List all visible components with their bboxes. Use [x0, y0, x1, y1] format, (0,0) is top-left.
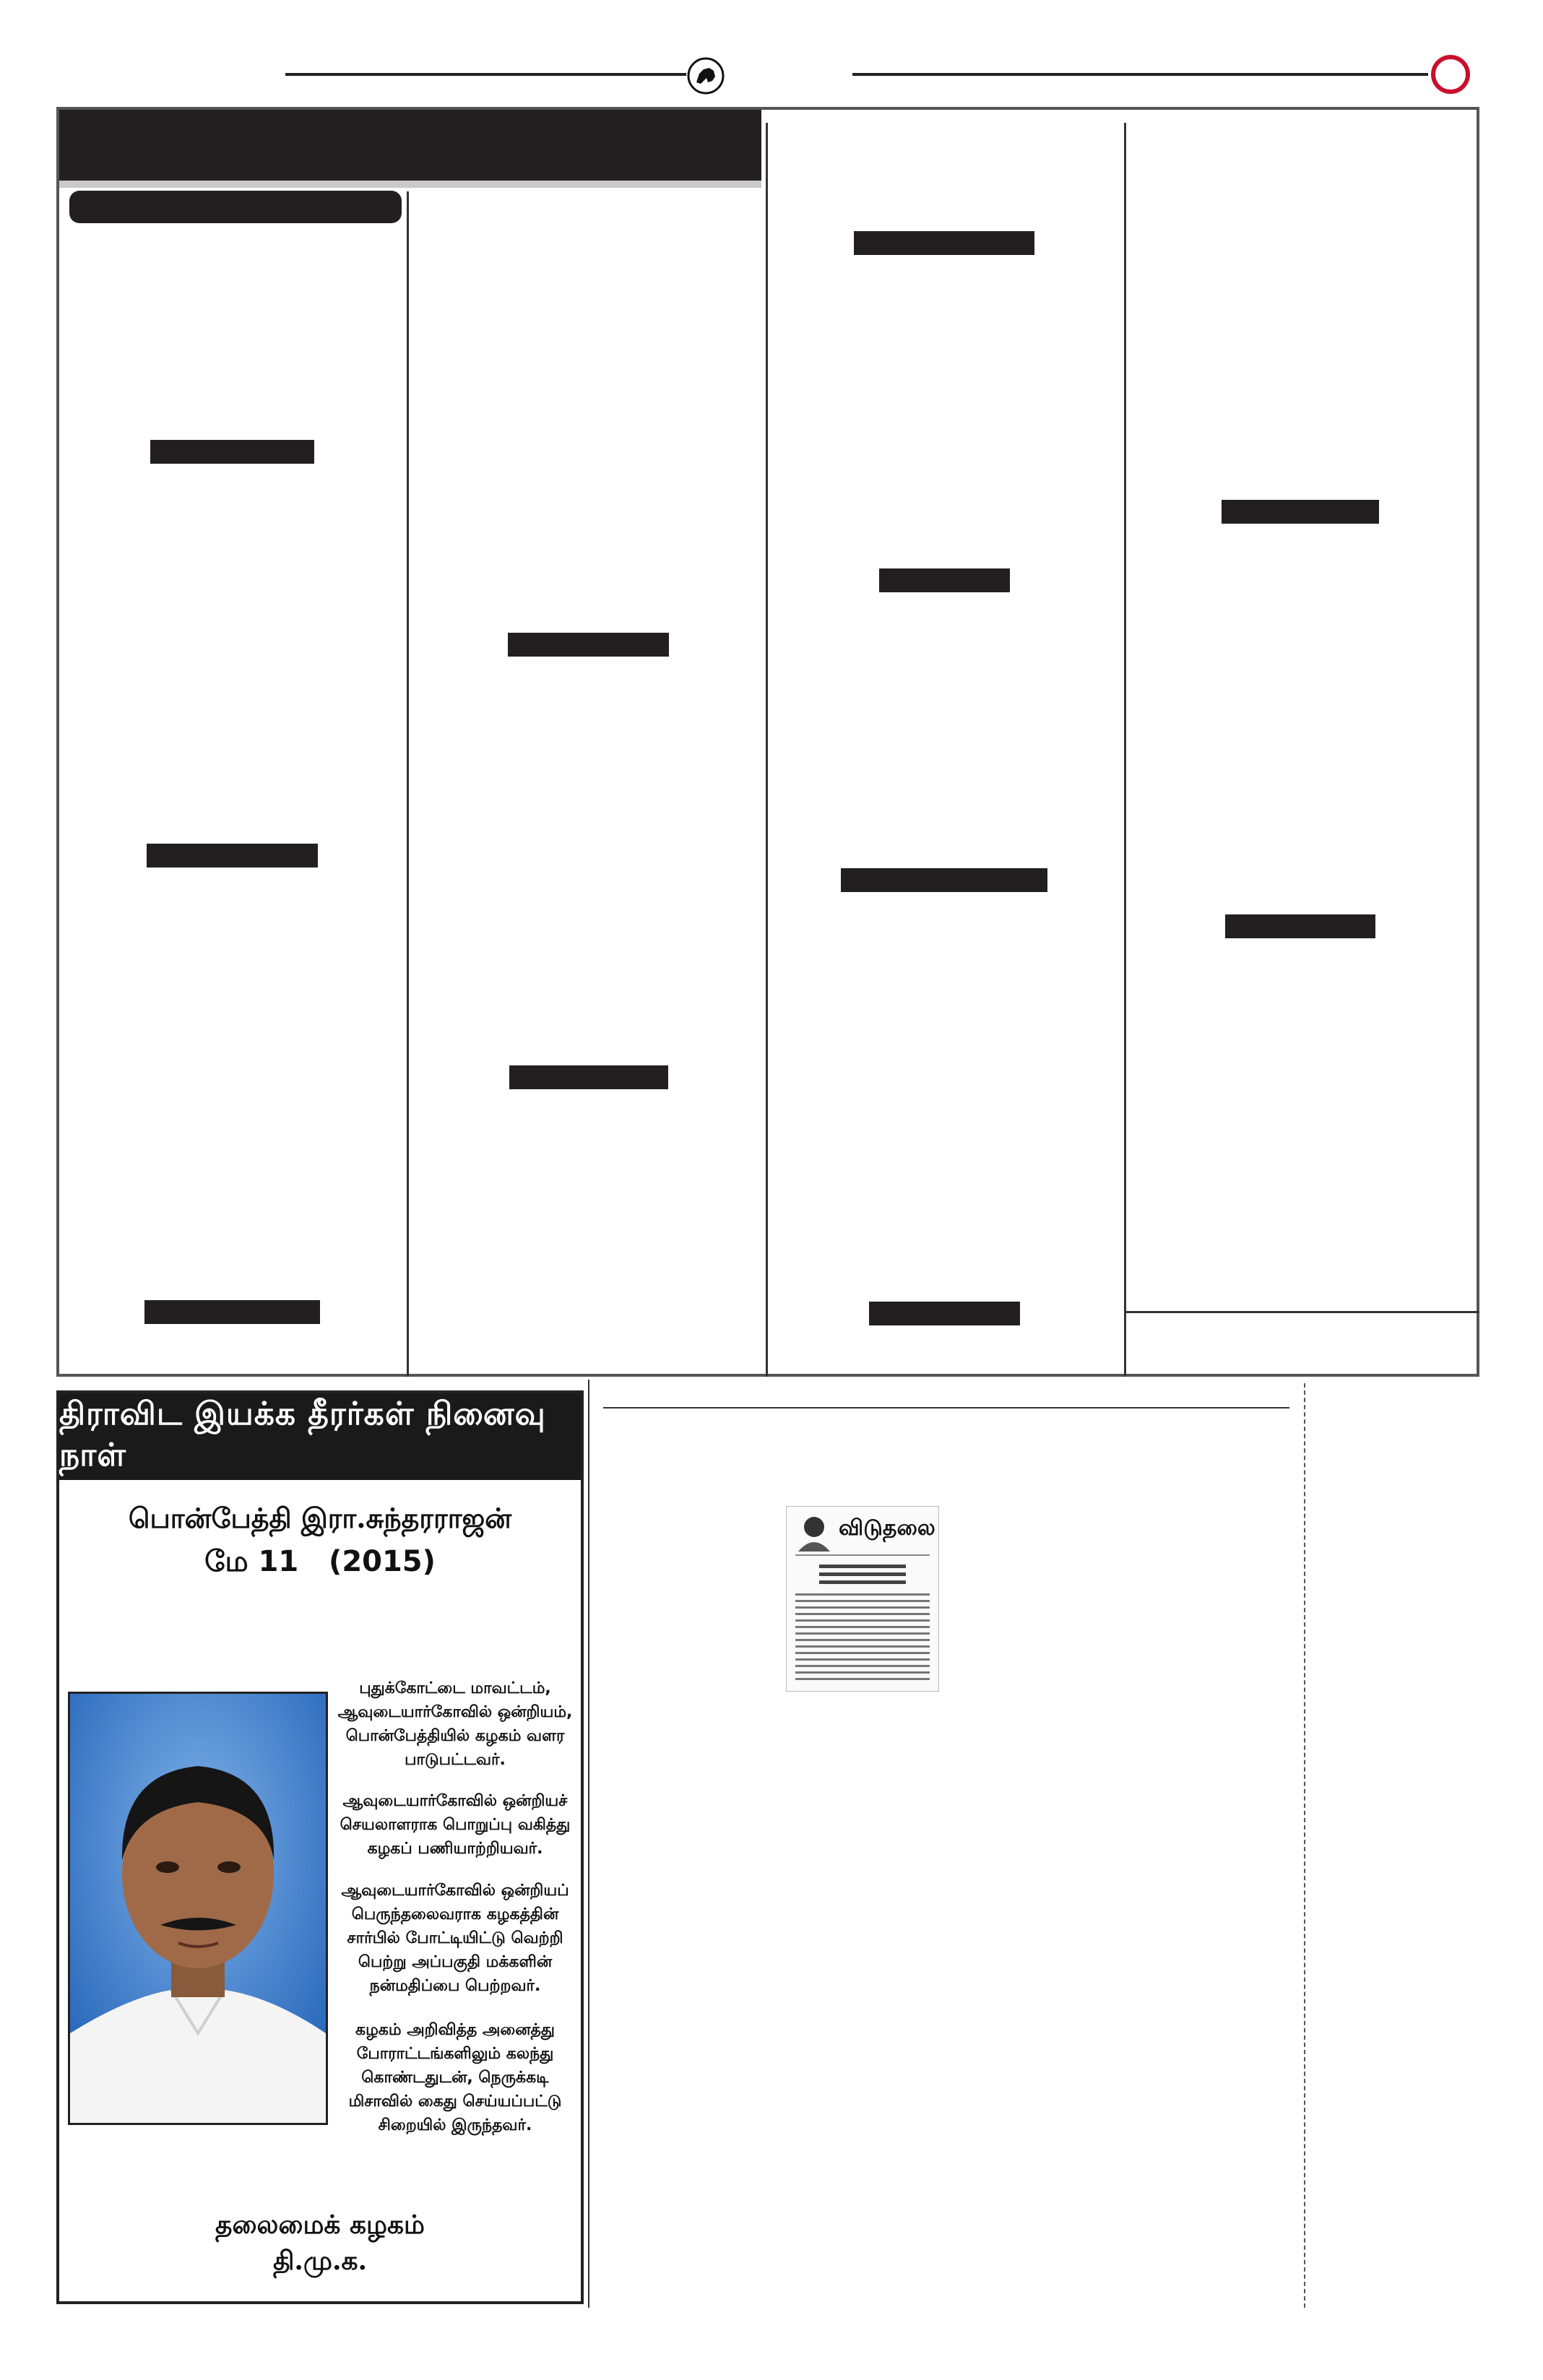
- memorial-portrait-photo: [68, 1692, 328, 2125]
- redacted-subhead: [879, 568, 1010, 592]
- memorial-notice: [56, 1390, 584, 2304]
- memorial-paragraph: ஆவுடையார்கோவில் ஒன்றியச் செயலாளராக பொறுப்பு வகித்து கழகப் பணியாற்றியவர்.: [340, 1792, 571, 1858]
- thumbnail-dateline: [795, 1554, 930, 1556]
- memorial-paragraph: புதுக்கோட்டை மாவட்டம், ஆவுடையார்கோவில் ஒன்றியம், பொன்பேத்தியில் கழகம் வளர பாடுபட்டவர்.: [337, 1679, 573, 1769]
- redacted-subhead: [869, 1302, 1020, 1325]
- page-number-circle: [1430, 54, 1471, 95]
- header-rule-left: [285, 73, 686, 76]
- column-divider-2: [766, 123, 768, 1377]
- redacted-subhead: [1222, 500, 1379, 524]
- section-heading-bar: [59, 110, 761, 182]
- redacted-subhead: [147, 844, 318, 867]
- column-divider-1: [407, 191, 409, 1377]
- redacted-subhead: [854, 231, 1034, 255]
- column4-bottom-rule: [1124, 1311, 1479, 1313]
- memorial-footer-org: தலைமைக் கழகம்: [215, 2210, 425, 2240]
- redacted-subhead: [509, 1065, 668, 1089]
- redacted-subhead: [841, 868, 1047, 892]
- dashed-divider: [1304, 1383, 1305, 2308]
- periyar-portrait-icon: [794, 1511, 834, 1552]
- thumbnail-body-text: [795, 1593, 930, 1684]
- redacted-subhead: [150, 440, 314, 464]
- section-heading-underline: [59, 181, 761, 188]
- redacted-subhead: [144, 1300, 320, 1324]
- memorial-paragraph: கழகம் அறிவித்த அனைத்து போராட்டங்களிலும் கலந்து கொண்டதுடன், நெருக்கடி மிசாவில் கைது செய்யப்பட்டு சிறையில் இருந்தவர்.: [348, 2021, 562, 2134]
- top-section-frame: [56, 107, 1479, 1377]
- memorial-person-name: பொன்பேத்தி இரா.சுந்தரராஜன்: [128, 1502, 512, 1534]
- bottom-column-divider: [588, 1380, 589, 2308]
- memorial-date: மே 11 (2015): [204, 1545, 436, 1578]
- memorial-heading: திராவிட இயக்க தீரர்கள் நினைவு நாள்: [59, 1393, 581, 1480]
- thumbnail-masthead: விடுதலை: [839, 1515, 935, 1541]
- thumbnail-headline: [819, 1565, 906, 1585]
- lion-emblem-icon: [686, 56, 725, 95]
- newspaper-thumbnail: [786, 1506, 939, 1692]
- subheading-pill: [69, 191, 402, 223]
- memorial-footer-party: தி.மு.க.: [272, 2246, 368, 2276]
- redacted-subhead: [508, 633, 669, 657]
- redacted-subhead: [1225, 914, 1375, 938]
- bottom-right-top-rule: [603, 1407, 1289, 1408]
- header-rule-right: [852, 73, 1428, 76]
- column-divider-3: [1124, 123, 1126, 1377]
- memorial-paragraph: ஆவுடையார்கோவில் ஒன்றியப் பெருந்தலைவராக கழகத்தின் சார்பில் போட்டியிட்டு வெற்றி பெற்று அப்பகுதி மக்களின் நன்மதிப்பை பெற்றவர்.: [341, 1882, 569, 1995]
